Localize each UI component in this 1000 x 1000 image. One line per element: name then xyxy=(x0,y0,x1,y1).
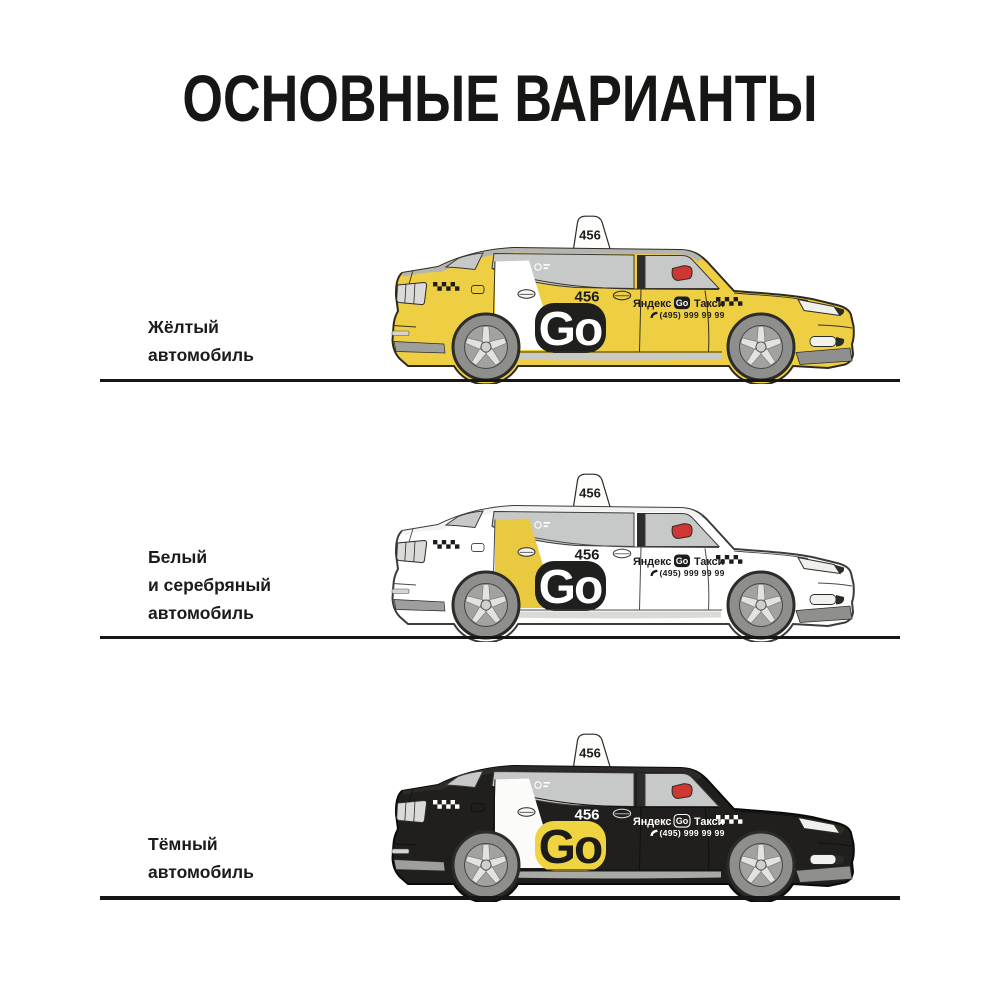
label-line: Белый xyxy=(148,547,208,567)
ground-line xyxy=(100,379,900,382)
car-illustration-white-silver xyxy=(388,470,860,642)
label-line: Жёлтый xyxy=(148,317,219,337)
car-illustration-yellow xyxy=(388,212,860,384)
label-line: автомобиль xyxy=(148,603,254,623)
ground-line xyxy=(100,896,900,900)
label-line: автомобиль xyxy=(148,862,254,882)
variant-label-yellow xyxy=(148,313,378,369)
car-illustration-dark xyxy=(388,730,860,902)
label-line: автомобиль xyxy=(148,345,254,365)
page-title: ОСНОВНЫЕ ВАРИАНТЫ xyxy=(182,61,818,135)
variant-label-white-silver xyxy=(148,543,378,627)
label-line: Тёмный xyxy=(148,834,218,854)
label-line: и серебряный xyxy=(148,575,272,595)
ground-line xyxy=(100,636,900,639)
variant-label-dark xyxy=(148,830,378,886)
